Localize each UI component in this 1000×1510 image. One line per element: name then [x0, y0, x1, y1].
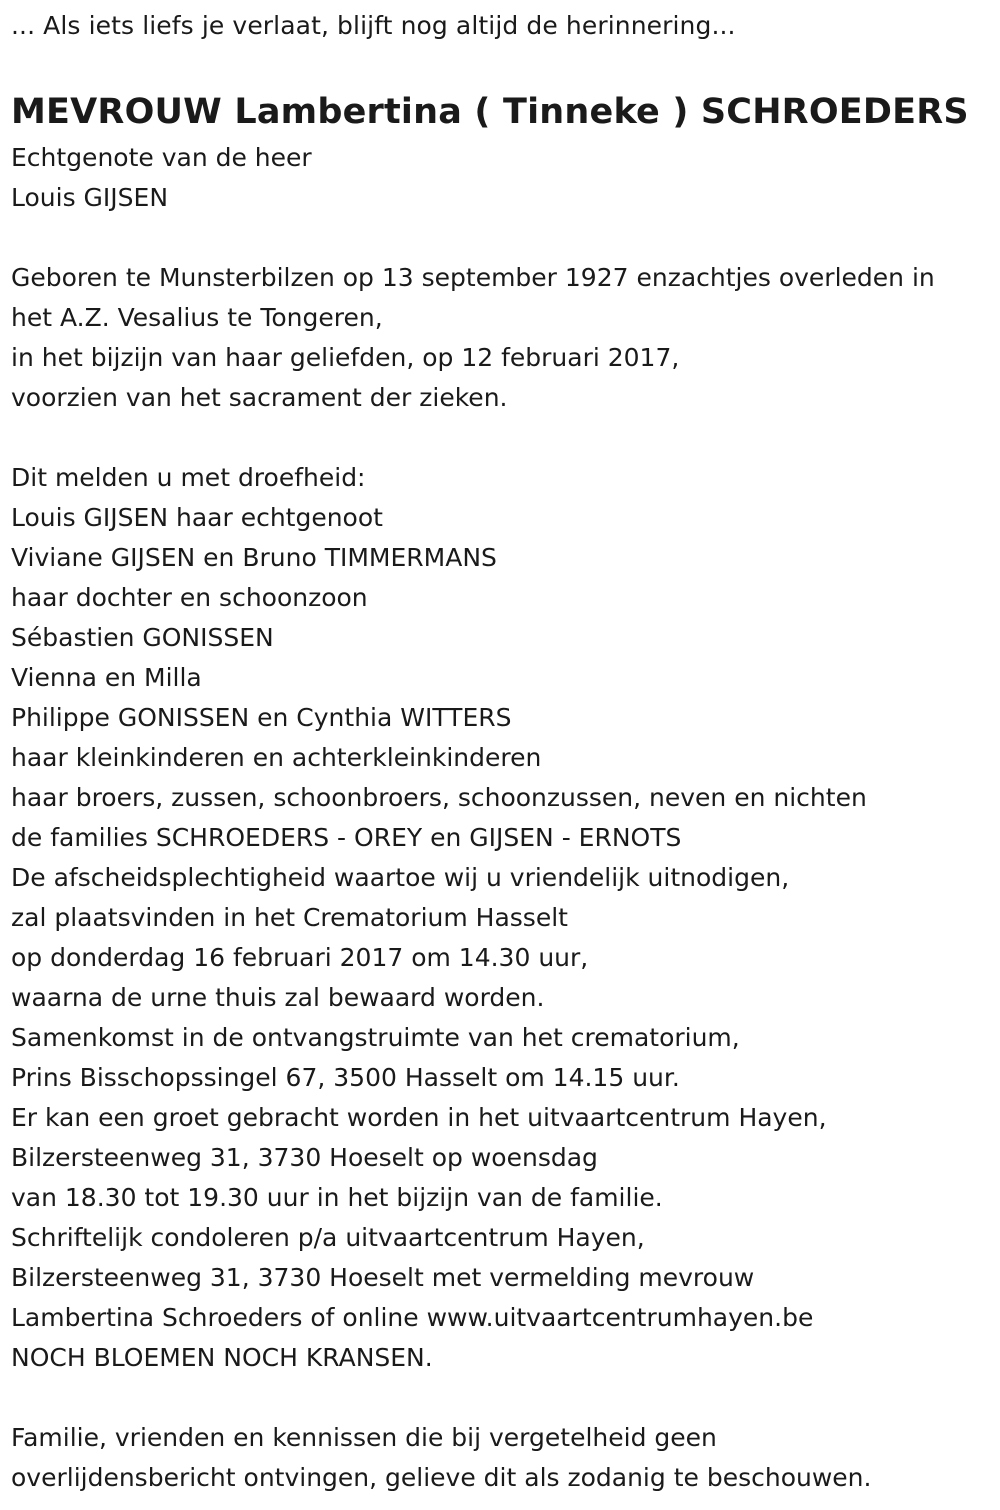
- announcement-line: zal plaatsvinden in het Crematorium Hasselt: [11, 903, 568, 932]
- announcement-line: Viviane GIJSEN en Bruno TIMMERMANS: [11, 543, 497, 572]
- announcement-line: Sébastien GONISSEN: [11, 623, 274, 652]
- paragraph-gap: [11, 1378, 996, 1418]
- birth-death-line: in het bijzijn van haar geliefden, op 12 februari 2017,: [11, 343, 680, 372]
- closing-line: overlijdensbericht ontvingen, gelieve dit als zodanig te beschouwen.: [11, 1463, 872, 1492]
- birth-death-line: het A.Z. Vesalius te Tongeren,: [11, 303, 383, 332]
- announcement-line: Vienna en Milla: [11, 663, 202, 692]
- announcement-line: Prins Bisschopssingel 67, 3500 Hasselt om 14.15 uur.: [11, 1063, 680, 1092]
- paragraph-gap: [11, 218, 996, 258]
- paragraph-gap: [11, 418, 996, 458]
- announcement-line: haar kleinkinderen en achterkleinkinderen: [11, 743, 542, 772]
- announcement-line: Schriftelijk condoleren p/a uitvaartcentrum Hayen,: [11, 1223, 645, 1252]
- birth-death-section: [11, 258, 996, 418]
- announcement-line: Bilzersteenweg 31, 3730 Hoeselt op woensdag: [11, 1143, 598, 1172]
- announcement-line: Lambertina Schroeders of online www.uitvaartcentrumhayen.be: [11, 1303, 814, 1332]
- announcement-line: NOCH BLOEMEN NOCH KRANSEN.: [11, 1343, 433, 1372]
- announcement-line: haar broers, zussen, schoonbroers, schoonzussen, neven en nichten: [11, 783, 867, 812]
- announcement-line: waarna de urne thuis zal bewaard worden.: [11, 983, 545, 1012]
- announcement-line: Louis GIJSEN haar echtgenoot: [11, 503, 383, 532]
- closing-section: [11, 1418, 996, 1498]
- announcement-line: Dit melden u met droefheid:: [11, 463, 366, 492]
- motto-line: ... Als iets liefs je verlaat, blijft nog altijd de herinnering...: [11, 11, 736, 40]
- announcement-line: van 18.30 tot 19.30 uur in het bijzijn van de familie.: [11, 1183, 663, 1212]
- announcement-line: de families SCHROEDERS - OREY en GIJSEN - ERNOTS: [11, 823, 682, 852]
- deceased-name-title: MEVROUW Lambertina ( Tinneke ) SCHROEDERS: [11, 92, 969, 132]
- announcement-line: Bilzersteenweg 31, 3730 Hoeselt met vermelding mevrouw: [11, 1263, 755, 1292]
- announcement-line: Er kan een groet gebracht worden in het uitvaartcentrum Hayen,: [11, 1103, 827, 1132]
- closing-line: Familie, vrienden en kennissen die bij vergetelheid geen: [11, 1423, 717, 1452]
- obituary-document: [11, 0, 996, 1498]
- birth-death-line: voorzien van het sacrament der zieken.: [11, 383, 508, 412]
- spouse-line: Echtgenote van de heer: [11, 143, 312, 172]
- announcement-line: op donderdag 16 februari 2017 om 14.30 uur,: [11, 943, 589, 972]
- announcement-line: De afscheidsplechtigheid waartoe wij u vriendelijk uitnodigen,: [11, 863, 790, 892]
- announcement-section: [11, 458, 996, 1378]
- announcement-line: Philippe GONISSEN en Cynthia WITTERS: [11, 703, 512, 732]
- spouse-section: [11, 138, 996, 218]
- birth-death-line: Geboren te Munsterbilzen op 13 september 1927 enzachtjes overleden in: [11, 263, 935, 292]
- spouse-line: Louis GIJSEN: [11, 183, 169, 212]
- announcement-line: haar dochter en schoonzoon: [11, 583, 368, 612]
- announcement-line: Samenkomst in de ontvangstruimte van het crematorium,: [11, 1023, 740, 1052]
